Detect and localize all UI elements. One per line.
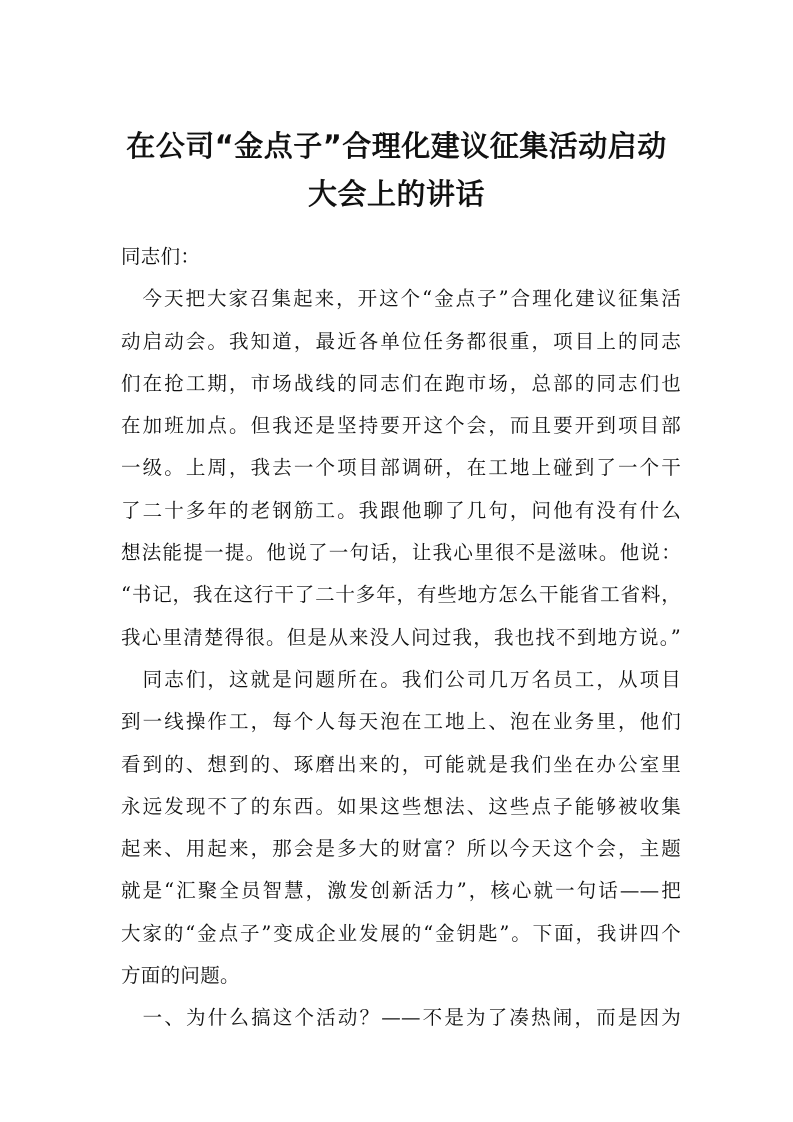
text-line: 方面的问题。 [121, 964, 240, 988]
document-title-line-1: 在公司“金点子”合理化建议征集活动启动 [126, 129, 667, 163]
text-line: 今天把大家召集起来，开这个“金点子”合理化建议征集活 [121, 287, 681, 311]
text-line: 一级。上周，我去一个项目部调研，在工地上碰到了一个干 [121, 456, 681, 480]
text-line: 同志们，这就是问题所在。我们公司几万名员工，从项目 [121, 667, 681, 691]
salutation: 同志们： [121, 245, 201, 268]
text-line: 在加班加点。但我还是坚持要开这个会，而且要开到项目部 [121, 414, 681, 438]
text-line: “书记，我在这行干了二十多年，有些地方怎么干能省工省料， [121, 583, 681, 607]
text-line: 了二十多年的老钢筋工。我跟他聊了几句，问他有没有什么 [121, 498, 681, 522]
text-line: 到一线操作工，每个人每天泡在工地上、泡在业务里，他们 [121, 710, 681, 734]
text-line: 看到的、想到的、琢磨出来的，可能就是我们坐在办公室里 [121, 752, 681, 776]
document-title-line-2: 大会上的讲话 [307, 177, 485, 211]
text-line: 我心里清楚得很。但是从来没人问过我，我也找不到地方说。” [121, 625, 681, 649]
text-line: 动启动会。我知道，最近各单位任务都很重，项目上的同志 [121, 329, 681, 353]
text-line: 起来、用起来，那会是多大的财富？所以今天这个会，主题 [121, 837, 681, 861]
section-heading-line: 一、为什么搞这个活动？——不是为了凑热闹，而是因为 [121, 1006, 681, 1030]
text-line: 们在抢工期，市场战线的同志们在跑市场，总部的同志们也 [121, 371, 681, 395]
text-line: 想法能提一提。他说了一句话，让我心里很不是滋味。他说： [121, 541, 681, 565]
text-line: 永远发现不了的东西。如果这些想法、这些点子能够被收集 [121, 794, 681, 818]
text-line: 就是“汇聚全员智慧，激发创新活力”，核心就一句话——把 [121, 879, 681, 903]
text-line: 大家的“金点子”变成企业发展的“金钥匙”。下面，我讲四个 [121, 921, 681, 945]
speech-body [121, 236, 681, 1040]
